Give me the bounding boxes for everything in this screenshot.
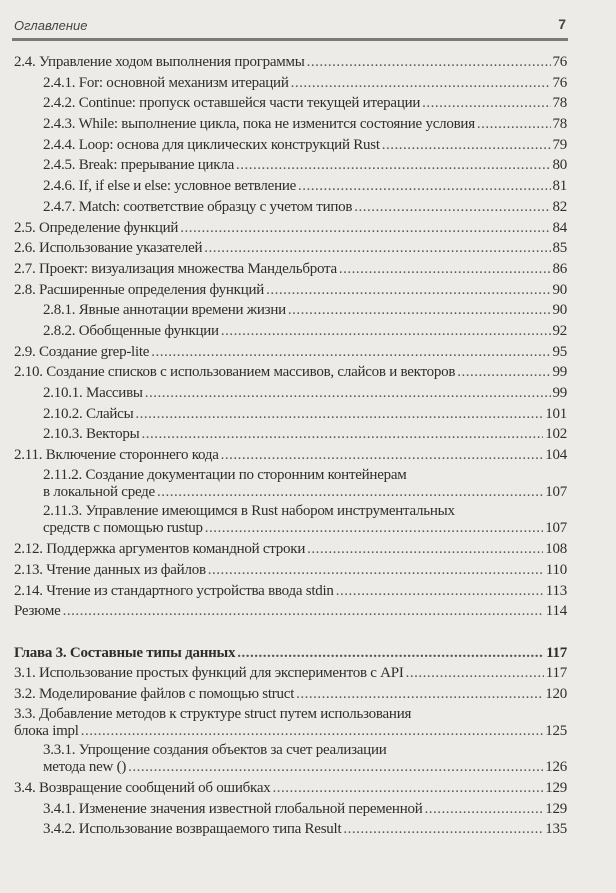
toc-entry <box>14 176 567 197</box>
toc-entry-line <box>43 518 567 539</box>
toc-page-number: 120 <box>545 685 567 702</box>
toc-entry-line <box>43 176 567 197</box>
dot-leader <box>354 197 550 218</box>
toc-entry-title: 3.4.1. Изменение значения известной глобальной переменной <box>43 800 423 817</box>
toc-entry <box>14 52 567 73</box>
dot-leader <box>205 518 543 539</box>
toc-entry <box>14 300 567 321</box>
toc-entry-line <box>14 705 567 721</box>
toc-page-number: 129 <box>545 780 567 796</box>
dot-leader <box>63 601 544 622</box>
toc-entry-line <box>14 238 567 259</box>
dot-leader <box>180 218 550 239</box>
toc-page-number: 84 <box>552 219 567 236</box>
toc-entry-line <box>43 741 567 757</box>
toc-entry-line <box>14 280 567 301</box>
toc-entry-title-continued: средств с помощью rustup <box>43 520 203 537</box>
page-number: 7 <box>558 16 566 32</box>
toc-entry-line <box>43 502 567 518</box>
toc-entry-title: 3.1. Использование простых функций для экспериментов с API <box>14 665 404 682</box>
toc-entry-title: 2.10.1. Массивы <box>43 385 143 401</box>
toc-entry-title: 2.7. Проект: визуализация множества Мандельброта <box>14 260 337 277</box>
dot-leader <box>298 176 550 197</box>
toc-page-number: 82 <box>552 198 567 215</box>
toc-entry-title: 2.10.2. Слайсы <box>43 405 134 422</box>
toc-entry-title: 2.12. Поддержка аргументов командной строки <box>14 541 306 558</box>
toc-entry <box>14 560 567 581</box>
dot-leader <box>81 721 544 742</box>
toc-page-number: 95 <box>552 343 567 360</box>
toc-entry <box>14 342 567 363</box>
dot-leader <box>221 445 544 466</box>
dot-leader <box>343 819 543 840</box>
table-of-contents <box>14 52 567 840</box>
toc-entry-line <box>14 342 567 363</box>
toc-page-number: 76 <box>552 54 567 70</box>
toc-entry-line <box>43 114 567 135</box>
toc-entry-title-continued: в локальной среде <box>43 483 155 500</box>
toc-entry <box>14 539 567 560</box>
toc-page-number: 107 <box>545 520 567 537</box>
toc-page-number: 90 <box>552 302 567 319</box>
dot-leader <box>141 424 543 445</box>
toc-entry-line <box>43 819 567 840</box>
toc-entry-line <box>43 383 567 404</box>
dot-leader <box>336 581 544 602</box>
dot-leader <box>151 342 550 363</box>
toc-entry-line <box>43 466 567 482</box>
running-header <box>12 16 568 41</box>
dot-leader <box>477 114 551 135</box>
toc-entry-line <box>43 155 567 176</box>
toc-entry-line <box>14 643 567 664</box>
toc-page-number: 114 <box>545 603 567 620</box>
toc-entry-title: 2.8.1. Явные аннотации времени жизни <box>43 302 286 319</box>
toc-entry-line <box>14 663 567 684</box>
toc-entry-title: 2.14. Чтение из стандартного устройства ввода stdin <box>14 582 334 599</box>
toc-entry-title: 2.11.2. Создание документации по сторонним контейнерам <box>43 466 407 483</box>
dot-leader <box>204 238 550 259</box>
toc-entry-title: 2.5. Определение функций <box>14 219 179 236</box>
dot-leader <box>307 539 543 560</box>
dot-leader <box>236 155 551 176</box>
toc-entry <box>14 404 567 425</box>
toc-entry-line <box>43 404 567 425</box>
dot-leader <box>145 383 551 404</box>
toc-entry-title: 2.9. Создание grep-lite <box>14 343 150 360</box>
toc-entry-line <box>43 300 567 321</box>
toc-entry-title: 2.11.3. Управление имеющимся в Rust набором инструментальных <box>43 503 455 520</box>
toc-entry <box>14 663 567 684</box>
toc-entry-line <box>14 445 567 466</box>
toc-page-number: 76 <box>552 74 567 91</box>
toc-entry-line <box>14 52 567 73</box>
toc-entry-line <box>14 601 567 622</box>
toc-entry-title: 2.4. Управление ходом выполнения программы <box>14 54 305 70</box>
toc-entry-title: 2.4.2. Continue: пропуск оставшейся части текущей итерации <box>43 95 421 112</box>
toc-entry <box>14 259 567 280</box>
dot-leader <box>266 280 550 301</box>
toc-entry-title: Резюме <box>14 603 61 620</box>
dot-leader <box>237 643 544 664</box>
toc-entry-title: 2.10. Создание списков с использованием массивов, слайсов и векторов <box>14 364 456 381</box>
toc-entry-title: 3.3. Добавление методов к структуре struct путем использования <box>14 705 412 722</box>
toc-page-number: 102 <box>545 426 567 443</box>
toc-entry <box>14 280 567 301</box>
toc-entry <box>14 684 567 705</box>
toc-entry <box>14 321 567 342</box>
toc-entry <box>14 601 567 622</box>
toc-entry-line <box>14 362 567 383</box>
toc-entry-title: 2.4.6. If, if else и else: условное ветвление <box>43 178 297 195</box>
toc-entry-line <box>14 581 567 602</box>
toc-page-number: 107 <box>545 483 567 500</box>
toc-entry-line <box>43 757 567 778</box>
toc-entry-title: 2.6. Использование указателей <box>14 240 203 257</box>
dot-leader <box>288 300 551 321</box>
toc-entry <box>14 238 567 259</box>
toc-page-number: 108 <box>545 541 567 558</box>
dot-leader <box>339 259 551 280</box>
dot-leader <box>457 362 550 383</box>
toc-entry <box>14 383 567 404</box>
toc-entry-title-continued: блока impl <box>14 722 79 739</box>
toc-entry-title: 3.4. Возвращение сообщений об ошибках <box>14 780 271 796</box>
toc-page-number: 113 <box>545 582 567 599</box>
toc-entry-title: 2.13. Чтение данных из файлов <box>14 561 206 578</box>
toc-entry <box>14 93 567 114</box>
toc-page-number: 90 <box>552 281 567 298</box>
toc-entry-title: 2.4.4. Loop: основа для циклических конструкций Rust <box>43 136 380 153</box>
dot-leader <box>221 321 551 342</box>
toc-entry <box>14 581 567 602</box>
toc-entry-line <box>14 259 567 280</box>
toc-entry <box>14 135 567 156</box>
toc-page-number: 79 <box>552 136 567 153</box>
toc-entry-line <box>43 424 567 445</box>
toc-page-number: 135 <box>545 821 567 838</box>
toc-page-number: 117 <box>546 644 567 661</box>
toc-entry <box>14 502 567 539</box>
toc-entry-line <box>14 684 567 705</box>
toc-entry <box>14 741 567 778</box>
toc-entry <box>14 819 567 840</box>
toc-entry-title: 2.4.1. For: основной механизм итераций <box>43 74 289 91</box>
toc-entry-line <box>14 721 567 742</box>
toc-page-number: 104 <box>545 447 567 464</box>
toc-page-number: 117 <box>545 665 567 682</box>
dot-leader <box>208 560 544 581</box>
toc-page-number: 110 <box>545 561 567 578</box>
toc-page-number: 99 <box>552 385 567 401</box>
toc-entry-line <box>43 197 567 218</box>
toc-entry-line <box>43 321 567 342</box>
dot-leader <box>425 799 544 820</box>
toc-entry-line <box>43 73 567 94</box>
toc-entry-title: 2.4.7. Match: соответствие образцу с учетом типов <box>43 198 353 215</box>
toc-entry-title: 2.8. Расширенные определения функций <box>14 281 265 298</box>
toc-entry-line <box>43 482 567 503</box>
toc-entry-line <box>43 135 567 156</box>
toc-entry <box>14 445 567 466</box>
toc-entry-title: 3.4.2. Использование возвращаемого типа Result <box>43 821 342 838</box>
dot-leader <box>135 404 543 425</box>
toc-entry <box>14 114 567 135</box>
dot-leader <box>128 757 543 778</box>
toc-entry-line <box>43 93 567 114</box>
toc-entry-title: 2.11. Включение стороннего кода <box>14 447 219 464</box>
toc-entry <box>14 705 567 742</box>
toc-entry <box>14 362 567 383</box>
toc-entry <box>14 155 567 176</box>
toc-entry <box>14 778 567 799</box>
toc-entry-line <box>14 778 567 799</box>
toc-entry-line <box>43 799 567 820</box>
toc-entry <box>14 197 567 218</box>
toc-page-number: 80 <box>552 157 567 174</box>
toc-page-number: 86 <box>552 260 567 277</box>
toc-page-number: 125 <box>545 722 567 739</box>
dot-leader <box>296 684 543 705</box>
toc-entry <box>14 799 567 820</box>
toc-entry-title: 2.8.2. Обобщенные функции <box>43 322 219 339</box>
toc-page-number: 78 <box>552 95 567 112</box>
dot-leader <box>382 135 551 156</box>
toc-page-number: 81 <box>552 178 567 195</box>
toc-entry-title: 2.4.5. Break: прерывание цикла <box>43 157 234 174</box>
toc-entry-title: Глава 3. Составные типы данных <box>14 644 236 661</box>
dot-leader <box>422 93 550 114</box>
toc-page-number: 92 <box>552 322 567 339</box>
toc-chapter-entry <box>14 643 567 664</box>
dot-leader <box>157 482 543 503</box>
toc-entry-line <box>14 539 567 560</box>
toc-entry-title: 3.2. Моделирование файлов с помощью struct <box>14 685 295 702</box>
dot-leader <box>291 73 551 94</box>
running-header-title: Оглавление <box>14 18 88 33</box>
toc-entry-title: 2.4.3. While: выполнение цикла, пока не изменится состояние условия <box>43 116 475 133</box>
dot-leader <box>307 52 551 73</box>
toc-page-number: 126 <box>545 759 567 776</box>
toc-entry <box>14 73 567 94</box>
toc-page-number: 99 <box>552 364 567 381</box>
toc-entry <box>14 466 567 503</box>
toc-entry-title: 3.3.1. Упрощение создания объектов за счет реализации <box>43 742 387 759</box>
toc-page-number: 129 <box>545 800 567 817</box>
toc-entry <box>14 218 567 239</box>
toc-entry <box>14 424 567 445</box>
toc-entry-title: 2.10.3. Векторы <box>43 426 140 443</box>
toc-entry-title-continued: метода new () <box>43 759 127 776</box>
dot-leader <box>272 778 543 799</box>
toc-entry-line <box>14 218 567 239</box>
dot-leader <box>406 663 544 684</box>
toc-page-number: 101 <box>545 405 567 422</box>
toc-page-number: 85 <box>552 240 567 257</box>
toc-page-number: 78 <box>552 116 567 133</box>
toc-entry-line <box>14 560 567 581</box>
